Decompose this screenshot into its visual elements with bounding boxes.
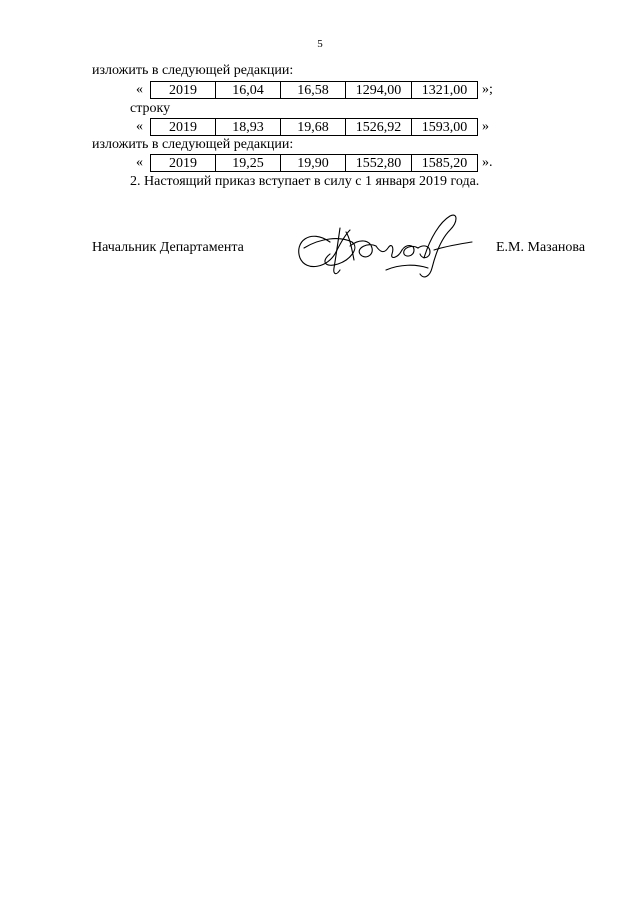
cell-value-2: 16,58 [280, 81, 346, 99]
cell-year: 2019 [150, 154, 216, 172]
signer-name: Е.М. Мазанова [496, 240, 586, 255]
quote-open: « [136, 155, 143, 170]
quote-open: « [136, 82, 143, 97]
quote-close: » [482, 119, 489, 134]
cell-value-4: 1321,00 [411, 81, 478, 99]
quote-close: ». [482, 155, 493, 170]
page-number: 5 [317, 38, 323, 50]
cell-value-4: 1593,00 [411, 118, 478, 136]
row-cells [150, 118, 478, 136]
cell-value-3: 1552,80 [345, 154, 412, 172]
cell-value-4: 1585,20 [411, 154, 478, 172]
position-title: Начальник Департамента [92, 240, 244, 255]
cell-value-1: 19,25 [215, 154, 281, 172]
cell-value-2: 19,90 [280, 154, 346, 172]
table-row [136, 80, 493, 100]
quote-open: « [136, 119, 143, 134]
cell-value-2: 19,68 [280, 118, 346, 136]
item-2-text: 2. Настоящий приказ вступает в силу с 1 января 2019 года. [130, 174, 480, 189]
stroku-line: строку [130, 101, 171, 116]
cell-value-3: 1294,00 [345, 81, 412, 99]
row-cells [150, 81, 478, 99]
intro-line-2: изложить в следующей редакции: [92, 137, 294, 152]
cell-year: 2019 [150, 81, 216, 99]
table-row [136, 117, 489, 137]
intro-line-1: изложить в следующей редакции: [92, 63, 294, 78]
signature-image [290, 208, 475, 284]
row-cells [150, 154, 478, 172]
cell-value-1: 16,04 [215, 81, 281, 99]
cell-value-1: 18,93 [215, 118, 281, 136]
cell-value-3: 1526,92 [345, 118, 412, 136]
cell-year: 2019 [150, 118, 216, 136]
quote-close: »; [482, 82, 493, 97]
table-row [136, 153, 493, 173]
